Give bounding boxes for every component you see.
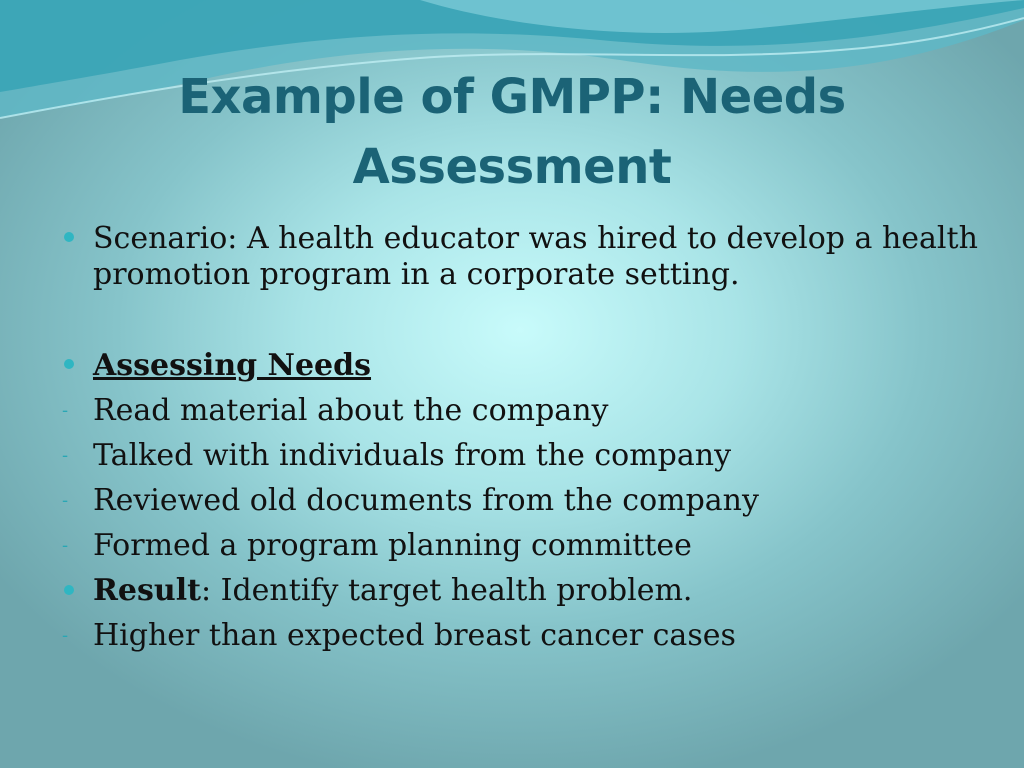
slide-title <box>60 62 964 202</box>
result-detail: Higher than expected breast cancer cases <box>93 618 736 653</box>
scenario-line-1: Scenario: A health educator was hired to develop a health <box>93 221 978 256</box>
step-item: Reviewed old documents from the company <box>93 483 759 518</box>
bullet-dot <box>64 585 74 595</box>
dash-marker: - <box>62 445 69 466</box>
dash-marker: - <box>62 535 69 556</box>
result-label: Result <box>93 573 201 608</box>
assessing-needs-heading: Assessing Needs <box>93 348 372 383</box>
dash-marker: - <box>62 490 69 511</box>
step-item: Read material about the company <box>93 393 609 428</box>
title-line-1: Example of GMPP: Needs <box>178 69 846 125</box>
bullet-dot <box>64 232 74 242</box>
dash-marker: - <box>62 625 69 646</box>
title-line-2: Assessment <box>352 139 672 195</box>
result-line <box>93 573 692 609</box>
dash-marker: - <box>62 400 69 421</box>
step-item: Formed a program planning committee <box>93 528 692 563</box>
step-item: Talked with individuals from the company <box>93 438 732 473</box>
bullet-dot <box>64 359 74 369</box>
result-text: : Identify target health problem. <box>200 573 693 608</box>
scenario-line-2: promotion program in a corporate setting. <box>93 257 740 292</box>
